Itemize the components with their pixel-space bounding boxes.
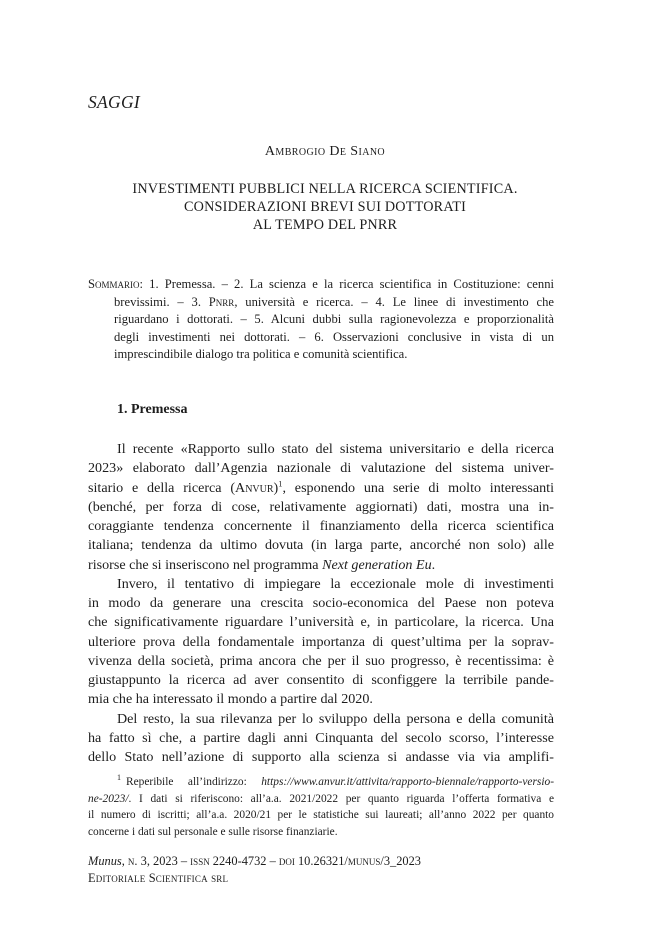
summary-text: , università e ricerca. – 4. Le linee di investimento che: [234, 294, 555, 309]
body-line: in modo da generare una crescita socio-economica del Paese non poteva: [88, 595, 554, 611]
title-line: CONSIDERAZIONI BREVI SUI DOTTORATI: [184, 199, 466, 215]
body-line: vivenza della società, prima ancora che per il suo progresso, è recentissima: è: [88, 652, 554, 669]
summary-acronym: Pnrr: [208, 294, 235, 309]
body-line: (benché, per forza di cose, relativamente aggiornati) dati, mostra una in-: [88, 498, 554, 515]
footnote-number: 1: [117, 773, 121, 783]
issue-details: , n. 3, 2023 – issn 2240-4732 – doi 10.26321/munus/3_2023: [121, 854, 421, 868]
body-line: sitario e della ricerca (: [88, 479, 236, 496]
body-line: .: [431, 556, 436, 573]
summary-text: degli investimenti nei dottorati. – 6. Osservazioni conclusive in vista di un: [114, 329, 554, 344]
body-line: dello Stato nell’azione di supporto alla scienza si andasse via via amplifi-: [88, 749, 554, 765]
publisher: Editoriale Scientifica srl: [88, 871, 229, 885]
body-line: ): [273, 479, 279, 496]
author-name: Ambrogio De Siano: [264, 144, 386, 159]
imprint: [88, 853, 421, 887]
body-line: coraggiante tendenza concernente il finanziamento della ricerca scientifica: [88, 518, 554, 534]
footnote-url[interactable]: https://www.anvur.it/attivita/rapporto-biennale/rapporto-versio-: [261, 776, 554, 788]
body-acronym: Anvur: [235, 479, 274, 496]
body-line: ha fatto sì che, a partire dagli anni Cinquanta del secolo scorso, l’interesse: [88, 729, 554, 746]
body-line: 2023» elaborato dall’Agenzia nazionale di valutazione del sistema univer-: [88, 460, 554, 477]
body-line: risorse che si inseriscono nel programma: [88, 556, 323, 573]
footnote-text: concerne i dati sul personale e sulle risorse finanziarie.: [88, 825, 338, 838]
section-label: SAGGI: [88, 92, 141, 112]
body-emphasis: Next generation Eu: [322, 556, 432, 573]
footnote-url[interactable]: ne-2023/: [88, 792, 129, 805]
title-line: INVESTIMENTI PUBBLICI NELLA RICERCA SCIENTIFICA.: [132, 181, 518, 197]
body-line: ulteriore prova della fondamentale importanza di quest’ultima per la soprav-: [88, 633, 554, 650]
title-line: AL TEMPO DEL PNRR: [252, 217, 398, 233]
body-line: Il recente «Rapporto sullo stato del sistema universitario e della ricerca: [117, 441, 554, 457]
body-line: Del resto, la sua rilevanza per lo sviluppo della persona e della comunità: [117, 710, 554, 727]
body-line: che significativamente riguardare l’università e, in particolare, la ricerca. Una: [88, 614, 554, 631]
footnote-text: Reperibile all’indirizzo:: [126, 776, 262, 788]
body-line: , esponendo una serie di molto interessanti: [282, 479, 554, 496]
body-line: mia che ha interessato il mondo a partire dal 2020.: [88, 691, 373, 708]
section-heading: 1. Premessa: [117, 402, 188, 417]
footnote: [88, 774, 554, 840]
summary-text: : 1. Premessa. – 2. La scienza e la ricerca scientifica in Costituzione: cenni: [139, 277, 554, 291]
footnote-text: il numero di iscritti; all’a.a. 2020/21 per le statistiche sui laureati; all’anno 2022 per quanto: [88, 809, 554, 821]
summary-block: [88, 276, 554, 364]
summary-text: imprescindibile dialogo tra politica e comunità scientifica.: [114, 347, 408, 362]
body-line: italiana; tendenza da ultimo dovuta (in larga parte, ancorché non solo) alle: [88, 537, 554, 554]
body-line: Invero, il tentativo di impiegare la eccezionale mole di investimenti: [117, 575, 554, 592]
footnote-text: . I dati si riferiscono: all’a.a. 2021/2022 per quanto riguarda l’offerta formativa e: [128, 792, 554, 805]
summary-text: riguardano i dottorati. – 5. Alcuni dubbi sulla ragionevolezza e proporzionalità: [114, 312, 554, 327]
summary-label: Sommario: [88, 277, 140, 291]
footnote-marker[interactable]: 1: [278, 477, 283, 488]
body-line: giustappunto la ricerca ad aver consentito di sconfiggere la terribile pande-: [88, 672, 554, 688]
article-title: [0, 180, 650, 234]
body-text: [88, 440, 554, 767]
summary-text: brevissimi. – 3.: [114, 294, 209, 309]
journal-name: Munus: [88, 854, 122, 868]
